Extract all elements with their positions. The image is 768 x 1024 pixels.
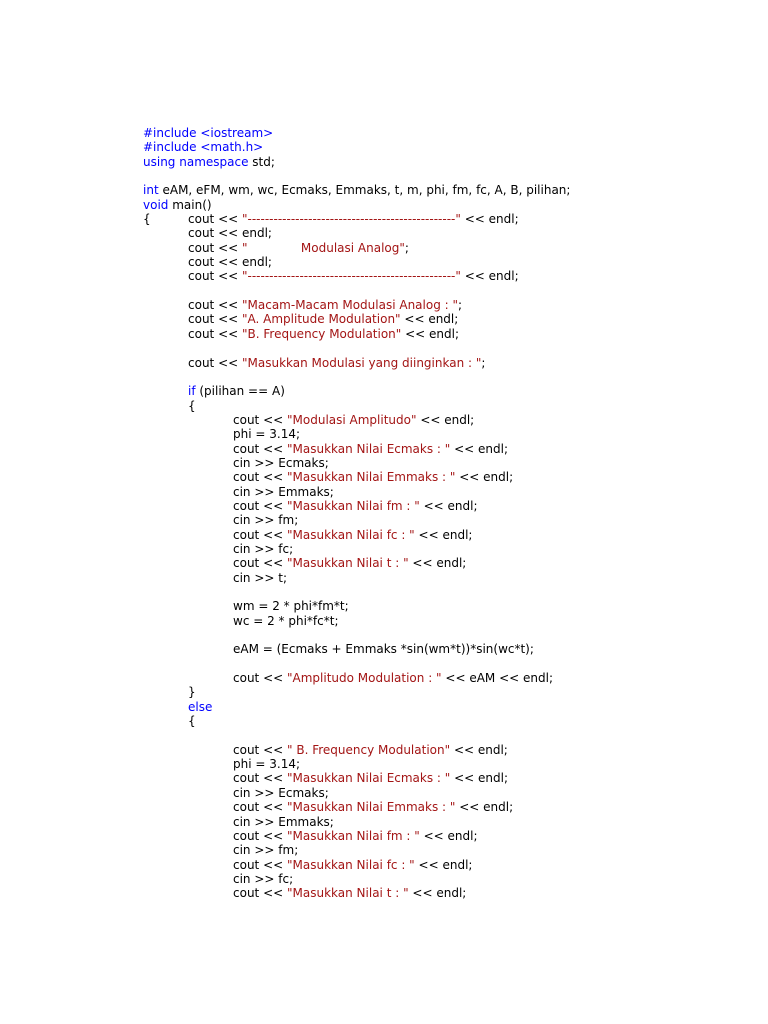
code-token: << endl; bbox=[414, 857, 473, 872]
code-token: eAM, eFM, wm, wc, Ecmaks, Emmaks, t, m, phi, fm, fc, A, B, pilihan; bbox=[158, 183, 571, 198]
code-line bbox=[143, 628, 743, 642]
code-line bbox=[143, 485, 743, 499]
code-token: main() bbox=[168, 197, 212, 212]
code-token: cin >> fc; bbox=[233, 541, 294, 556]
code-token: <iostream> bbox=[196, 126, 274, 140]
code-line bbox=[143, 513, 743, 527]
code-token: << endl; bbox=[408, 886, 467, 901]
code-token: cout << bbox=[233, 441, 287, 456]
code-token: cout << bbox=[233, 828, 287, 843]
code-line bbox=[143, 427, 743, 441]
code-token: { bbox=[188, 398, 196, 413]
code-line bbox=[143, 384, 743, 398]
code-token: phi = 3.14; bbox=[233, 757, 301, 772]
code-line bbox=[143, 312, 743, 326]
code-token: "Masukkan Nilai fm : " bbox=[287, 498, 420, 513]
code-token: int bbox=[143, 183, 159, 198]
code-token: cout << bbox=[233, 886, 287, 901]
code-line bbox=[143, 657, 743, 671]
code-token: cout << bbox=[233, 412, 287, 427]
code-line bbox=[143, 370, 743, 384]
code-line bbox=[143, 456, 743, 470]
code-token: cin >> Emmaks; bbox=[233, 814, 334, 829]
code-line bbox=[143, 528, 743, 542]
code-line bbox=[143, 843, 743, 857]
code-token: cin >> Emmaks; bbox=[233, 484, 334, 499]
code-line bbox=[143, 470, 743, 484]
code-token: << endl; bbox=[419, 498, 478, 513]
code-token: std; bbox=[248, 154, 275, 169]
code-line bbox=[143, 169, 743, 183]
code-token: cout << bbox=[233, 470, 287, 485]
code-token: cin >> Ecmaks; bbox=[233, 785, 329, 800]
code-token: phi = 3.14; bbox=[233, 427, 301, 442]
code-line bbox=[143, 126, 743, 140]
code-token: void bbox=[143, 197, 169, 212]
code-line bbox=[143, 685, 743, 699]
code-line bbox=[143, 829, 743, 843]
code-token: <math.h> bbox=[196, 140, 264, 155]
code-token: cout << bbox=[233, 556, 287, 571]
code-token: { bbox=[188, 714, 196, 729]
code-token: "B. Frequency Modulation" bbox=[242, 326, 402, 341]
code-line bbox=[143, 786, 743, 800]
code-token: { bbox=[143, 212, 151, 227]
code-token: "Masukkan Nilai fm : " bbox=[287, 828, 420, 843]
code-token: " Modulasi Analog" bbox=[242, 240, 405, 255]
code-token: "Modulasi Amplitudo" bbox=[287, 412, 417, 427]
code-token: cin >> t; bbox=[233, 570, 288, 585]
code-token: cout << endl; bbox=[188, 255, 272, 270]
code-line bbox=[143, 886, 743, 900]
code-line bbox=[143, 212, 743, 226]
code-line bbox=[143, 241, 743, 255]
code-token: cin >> Ecmaks; bbox=[233, 455, 329, 470]
code-token: << endl; bbox=[408, 556, 467, 571]
code-token: cout << bbox=[233, 498, 287, 513]
code-line bbox=[143, 671, 743, 685]
code-token: << endl; bbox=[414, 527, 473, 542]
code-token: else bbox=[188, 699, 213, 714]
code-line bbox=[143, 743, 743, 757]
code-token: << endl; bbox=[450, 742, 508, 757]
code-token: "Masukkan Nilai Ecmaks : " bbox=[287, 771, 451, 786]
code-line bbox=[143, 298, 743, 312]
code-line bbox=[143, 140, 743, 154]
code-token: cout << bbox=[233, 742, 287, 757]
code-token: << endl; bbox=[460, 269, 519, 284]
code-line bbox=[143, 183, 743, 197]
code-line bbox=[143, 269, 743, 283]
code-token: wc = 2 * phi*fc*t; bbox=[233, 613, 339, 628]
code-token: << endl; bbox=[455, 800, 514, 815]
code-line bbox=[143, 714, 743, 728]
code-token: cout << bbox=[188, 355, 242, 370]
code-line bbox=[143, 399, 743, 413]
code-token: if bbox=[188, 384, 196, 399]
code-line bbox=[143, 499, 743, 513]
code-token: << endl; bbox=[460, 212, 519, 227]
code-line bbox=[143, 872, 743, 886]
code-line bbox=[143, 771, 743, 785]
code-token: eAM = (Ecmaks + Emmaks *sin(wm*t))*sin(wc*t); bbox=[233, 642, 534, 657]
code-token: cout << bbox=[188, 312, 242, 327]
code-token: "Masukkan Nilai Emmaks : " bbox=[287, 800, 456, 815]
code-token: cout << bbox=[188, 212, 242, 227]
code-token: "Macam-Macam Modulasi Analog : " bbox=[242, 298, 459, 313]
code-token: "Masukkan Nilai Emmaks : " bbox=[287, 470, 456, 485]
code-token: #include bbox=[143, 140, 197, 155]
code-token: cout << bbox=[188, 326, 242, 341]
code-token: "Masukkan Modulasi yang diinginkan : " bbox=[242, 355, 482, 370]
code-token: cout << bbox=[233, 857, 287, 872]
code-token: "Amplitudo Modulation : " bbox=[287, 671, 442, 686]
code-token: cin >> fc; bbox=[233, 871, 294, 886]
code-token: "A. Amplitude Modulation" bbox=[242, 312, 401, 327]
code-token: cin >> fm; bbox=[233, 843, 299, 858]
code-listing bbox=[143, 126, 743, 901]
code-line bbox=[143, 155, 743, 169]
code-token: cout << bbox=[233, 527, 287, 542]
code-line bbox=[143, 356, 743, 370]
code-line bbox=[143, 642, 743, 656]
code-line bbox=[143, 255, 743, 269]
code-token: cout << bbox=[188, 298, 242, 313]
code-token: using namespace bbox=[143, 154, 249, 169]
code-line bbox=[143, 556, 743, 570]
code-line bbox=[143, 341, 743, 355]
code-line bbox=[143, 585, 743, 599]
code-token: cout << bbox=[188, 240, 242, 255]
code-token: "Masukkan Nilai fc : " bbox=[287, 857, 415, 872]
code-token: ; bbox=[481, 355, 486, 370]
code-token: "Masukkan Nilai fc : " bbox=[287, 527, 415, 542]
code-token: ; bbox=[458, 298, 463, 313]
code-token: << endl; bbox=[450, 771, 509, 786]
code-line bbox=[143, 442, 743, 456]
code-token: << endl; bbox=[450, 441, 509, 456]
code-token: "------------------------------------------------" bbox=[242, 269, 461, 284]
code-line bbox=[143, 413, 743, 427]
code-token: wm = 2 * phi*fm*t; bbox=[233, 599, 349, 614]
code-line bbox=[143, 700, 743, 714]
code-token: #include bbox=[143, 126, 197, 140]
code-token: cout << endl; bbox=[188, 226, 272, 241]
code-line bbox=[143, 757, 743, 771]
code-line bbox=[143, 571, 743, 585]
code-token: << endl; bbox=[401, 326, 460, 341]
code-token: << endl; bbox=[400, 312, 459, 327]
code-token: " B. Frequency Modulation" bbox=[287, 742, 451, 757]
code-line bbox=[143, 614, 743, 628]
code-token: ; bbox=[404, 240, 409, 255]
code-line bbox=[143, 542, 743, 556]
code-token: "Masukkan Nilai Ecmaks : " bbox=[287, 441, 451, 456]
code-line bbox=[143, 800, 743, 814]
code-token: "Masukkan Nilai t : " bbox=[287, 886, 409, 901]
code-line bbox=[143, 226, 743, 240]
code-token: (pilihan == A) bbox=[195, 384, 285, 399]
code-token: << endl; bbox=[416, 412, 475, 427]
code-line bbox=[143, 198, 743, 212]
code-token: << endl; bbox=[419, 828, 478, 843]
code-token: cout << bbox=[233, 771, 287, 786]
code-token: } bbox=[188, 685, 196, 700]
code-token: "Masukkan Nilai t : " bbox=[287, 556, 409, 571]
code-token: cout << bbox=[233, 800, 287, 815]
code-token: "------------------------------------------------" bbox=[242, 212, 461, 227]
code-line bbox=[143, 815, 743, 829]
code-line bbox=[143, 858, 743, 872]
code-token: << endl; bbox=[455, 470, 514, 485]
code-line bbox=[143, 728, 743, 742]
code-line bbox=[143, 599, 743, 613]
code-token: << eAM << endl; bbox=[441, 671, 553, 686]
code-line bbox=[143, 327, 743, 341]
code-token: cout << bbox=[188, 269, 242, 284]
code-token: cin >> fm; bbox=[233, 513, 299, 528]
code-token: cout << bbox=[233, 671, 287, 686]
code-line bbox=[143, 284, 743, 298]
